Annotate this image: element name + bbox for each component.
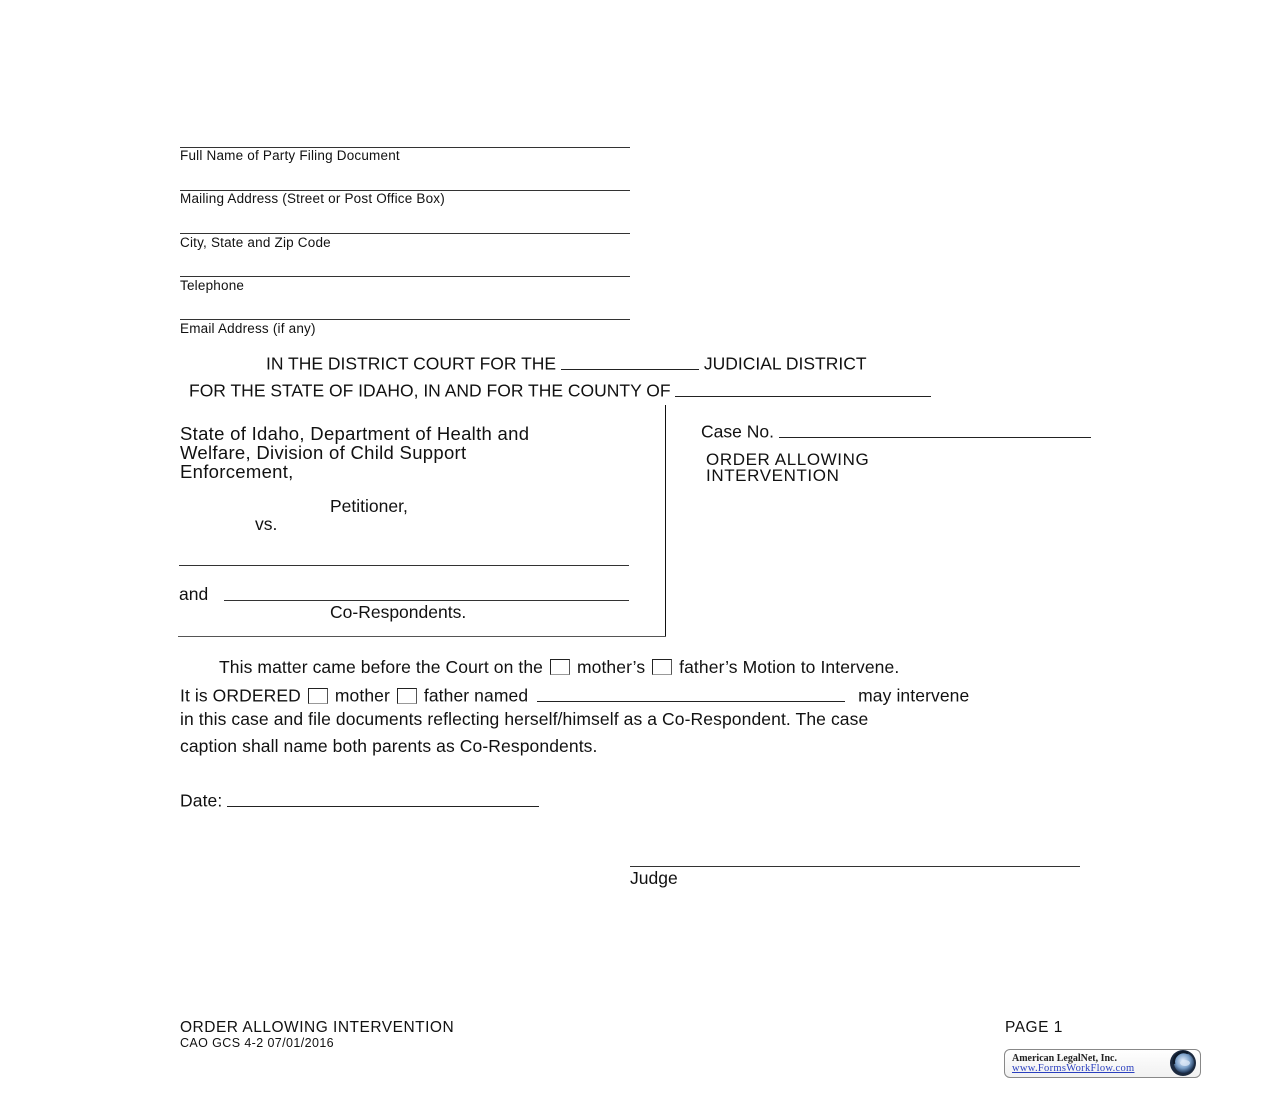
may-intervene-text: may intervene xyxy=(858,685,970,706)
respondent-one-line[interactable] xyxy=(179,565,629,566)
logo-url-link[interactable]: www.FormsWorkFlow.com xyxy=(1012,1063,1135,1074)
body-paragraph-line2 xyxy=(180,683,969,707)
ordered-mother-checkbox[interactable] xyxy=(308,688,328,704)
caption-divider-vertical xyxy=(665,405,666,637)
city-state-zip-label: City, State and Zip Code xyxy=(180,235,331,250)
case-no-blank[interactable] xyxy=(779,419,1091,438)
judge-label: Judge xyxy=(630,868,678,888)
american-legalnet-logo[interactable] xyxy=(1004,1049,1201,1078)
vs-label: vs. xyxy=(255,514,278,534)
body-paragraph-line4: caption shall name both parents as Co-Respondents. xyxy=(180,736,598,756)
globe-icon xyxy=(1168,1048,1198,1078)
caption-divider-horizontal xyxy=(178,636,666,637)
respondent-two-line[interactable] xyxy=(224,600,629,601)
motion-mother-checkbox[interactable] xyxy=(550,659,570,675)
co-respondents-label: Co-Respondents. xyxy=(330,602,467,622)
ordered-father-checkbox[interactable] xyxy=(397,688,417,704)
document-title-line1: ORDER ALLOWING xyxy=(706,450,870,469)
motion-father-checkbox[interactable] xyxy=(652,659,672,675)
date-field xyxy=(180,788,539,812)
and-label: and xyxy=(179,584,209,604)
motion-mother-label: mother’s xyxy=(576,657,646,677)
petitioner-name xyxy=(180,424,529,481)
footer-form-code: CAO GCS 4-2 07/01/2016 xyxy=(180,1036,335,1050)
petitioner-label: Petitioner, xyxy=(330,496,408,516)
document-title xyxy=(706,452,869,484)
date-blank[interactable] xyxy=(227,788,539,807)
county-blank[interactable] xyxy=(675,378,931,397)
court-heading-suffix: JUDICIAL DISTRICT xyxy=(703,353,867,374)
motion-father-label: father’s Motion to Intervene. xyxy=(679,657,900,677)
email-line[interactable] xyxy=(180,319,630,320)
telephone-label: Telephone xyxy=(180,278,245,293)
document-title-line2: INTERVENTION xyxy=(706,466,840,485)
petitioner-name-line2: Welfare, Division of Child Support xyxy=(180,442,467,463)
body-text: This matter came before the Court on the xyxy=(219,657,544,677)
petitioner-name-line3: Enforcement, xyxy=(180,461,294,482)
mailing-address-label: Mailing Address (Street or Post Office Box) xyxy=(180,191,445,206)
judge-signature-line[interactable] xyxy=(630,866,1080,867)
court-heading-line1 xyxy=(266,351,867,375)
body-paragraph-line3: in this case and file documents reflecting herself/himself as a Co-Respondent. The case xyxy=(180,709,869,729)
city-state-zip-line[interactable] xyxy=(180,233,630,234)
parent-name-blank[interactable] xyxy=(537,683,845,702)
footer-form-title: ORDER ALLOWING INTERVENTION xyxy=(180,1019,455,1036)
judicial-district-blank[interactable] xyxy=(561,351,699,370)
ordered-father-label: father named xyxy=(423,685,529,706)
full-name-label: Full Name of Party Filing Document xyxy=(180,148,400,163)
email-label: Email Address (if any) xyxy=(180,321,316,336)
logo-company-name: American LegalNet, Inc. xyxy=(1012,1053,1117,1064)
court-heading-line2 xyxy=(189,378,931,402)
county-heading-prefix: FOR THE STATE OF IDAHO, IN AND FOR THE COUNTY OF xyxy=(189,380,671,401)
ordered-mother-label: mother xyxy=(334,685,390,706)
petitioner-name-line1: State of Idaho, Department of Health and xyxy=(180,423,530,444)
ordered-text: It is ORDERED xyxy=(180,685,301,706)
court-heading-prefix: IN THE DISTRICT COURT FOR THE xyxy=(266,353,557,374)
page-number: PAGE 1 xyxy=(1005,1019,1063,1036)
case-no-label: Case No. xyxy=(701,421,774,442)
body-paragraph-line1 xyxy=(219,657,899,678)
date-label: Date: xyxy=(180,790,223,811)
case-number xyxy=(701,419,1091,443)
telephone-line[interactable] xyxy=(180,276,630,277)
